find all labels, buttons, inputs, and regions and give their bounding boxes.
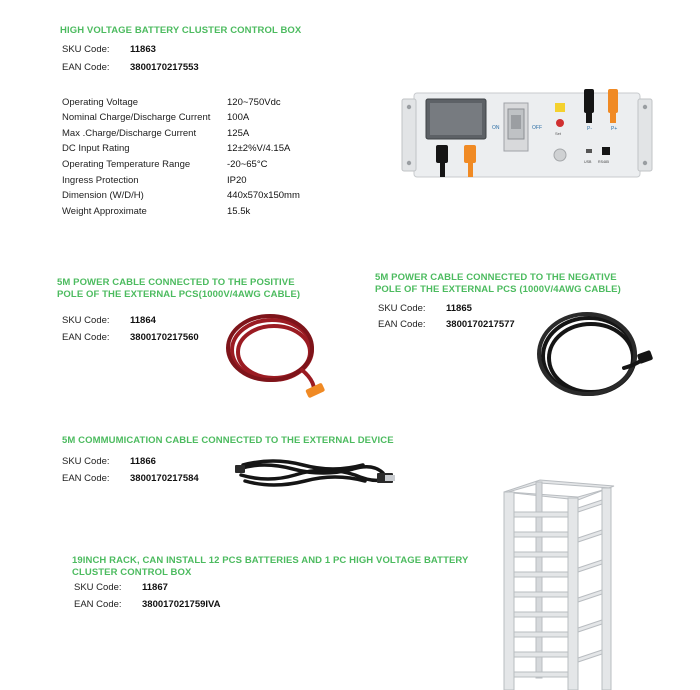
p-plus-label: P+ (611, 126, 618, 132)
sku-value: 11865 (446, 303, 472, 314)
ean-label: EAN Code: (378, 319, 426, 330)
spec-value: 100A (227, 112, 250, 123)
product-title: HIGH VOLTAGE BATTERY CLUSTER CONTROL BOX (60, 25, 302, 36)
sku-label: SKU Code: (378, 303, 426, 314)
rs485-label: RS485 (598, 160, 609, 164)
sku-value: 11864 (130, 315, 156, 326)
spec-value: 12±2%V/4.15A (227, 143, 291, 154)
sku-value: 11866 (130, 456, 156, 467)
spec-value: 120~750Vdc (227, 97, 281, 108)
black-cable-image (534, 308, 656, 405)
on-label: ON (492, 125, 500, 131)
ean-label: EAN Code: (62, 62, 110, 73)
spec-label: Max .Charge/Discharge Current (62, 128, 197, 139)
ean-label: EAN Code: (62, 332, 110, 343)
ean-value: 3800170217584 (130, 473, 199, 484)
spec-value: 125A (227, 128, 250, 139)
spec-label: DC Input Rating (62, 143, 130, 154)
sku-label: SKU Code: (74, 582, 122, 593)
p-minus-label: P- (587, 126, 592, 132)
spec-value: 15.5k (227, 206, 251, 217)
product-title-line2: POLE OF THE EXTERNAL PCS (1000V/4AWG CABLE) (375, 284, 621, 295)
product-title-line2: POLE OF THE EXTERNAL PCS(1000V/4AWG CABLE) (57, 289, 301, 300)
product-title-line1: 5M POWER CABLE CONNECTED TO THE POSITIVE (57, 277, 295, 288)
ean-label: EAN Code: (62, 473, 110, 484)
red-cable-image (222, 310, 332, 405)
sku-value: 11867 (142, 582, 168, 593)
set-label: Set (555, 131, 562, 136)
ean-value: 3800170217553 (130, 62, 199, 73)
communication-cable-image (233, 455, 398, 497)
spec-value: -20~65°C (227, 159, 268, 170)
sku-label: SKU Code: (62, 456, 110, 467)
sku-label: SKU Code: (62, 44, 110, 55)
ean-value: 3800170217560 (130, 332, 199, 343)
spec-value: IP20 (227, 175, 247, 186)
spec-label: Ingress Protection (62, 175, 139, 186)
product-title: 5M COMMUMICATION CABLE CONNECTED TO THE EXTERNAL DEVICE (62, 435, 394, 446)
off-label: OFF (532, 125, 542, 131)
sku-value: 11863 (130, 44, 156, 55)
rack-image (498, 478, 618, 690)
sku-label: SKU Code: (62, 315, 110, 326)
product-title-line1: 5M POWER CABLE CONNECTED TO THE NEGATIVE (375, 272, 617, 283)
ean-label: EAN Code: (74, 599, 122, 610)
spec-value: 440x570x150mm (227, 190, 300, 201)
ean-value: 380017021759IVA (142, 599, 221, 610)
spec-label: Weight Approximate (62, 206, 147, 217)
spec-label: Nominal Charge/Discharge Current (62, 112, 211, 123)
spec-label: Dimension (W/D/H) (62, 190, 144, 201)
spec-label: Operating Voltage (62, 97, 139, 108)
control-box-image (400, 85, 658, 185)
product-title-line2: CLUSTER CONTROL BOX (72, 567, 192, 578)
product-title-line1: 19INCH RACK, CAN INSTALL 12 PCS BATTERIES AND 1 PC HIGH VOLTAGE BATTERY (72, 555, 469, 566)
usb-label: USB (584, 160, 592, 164)
spec-label: Operating Temperature Range (62, 159, 191, 170)
ean-value: 3800170217577 (446, 319, 515, 330)
